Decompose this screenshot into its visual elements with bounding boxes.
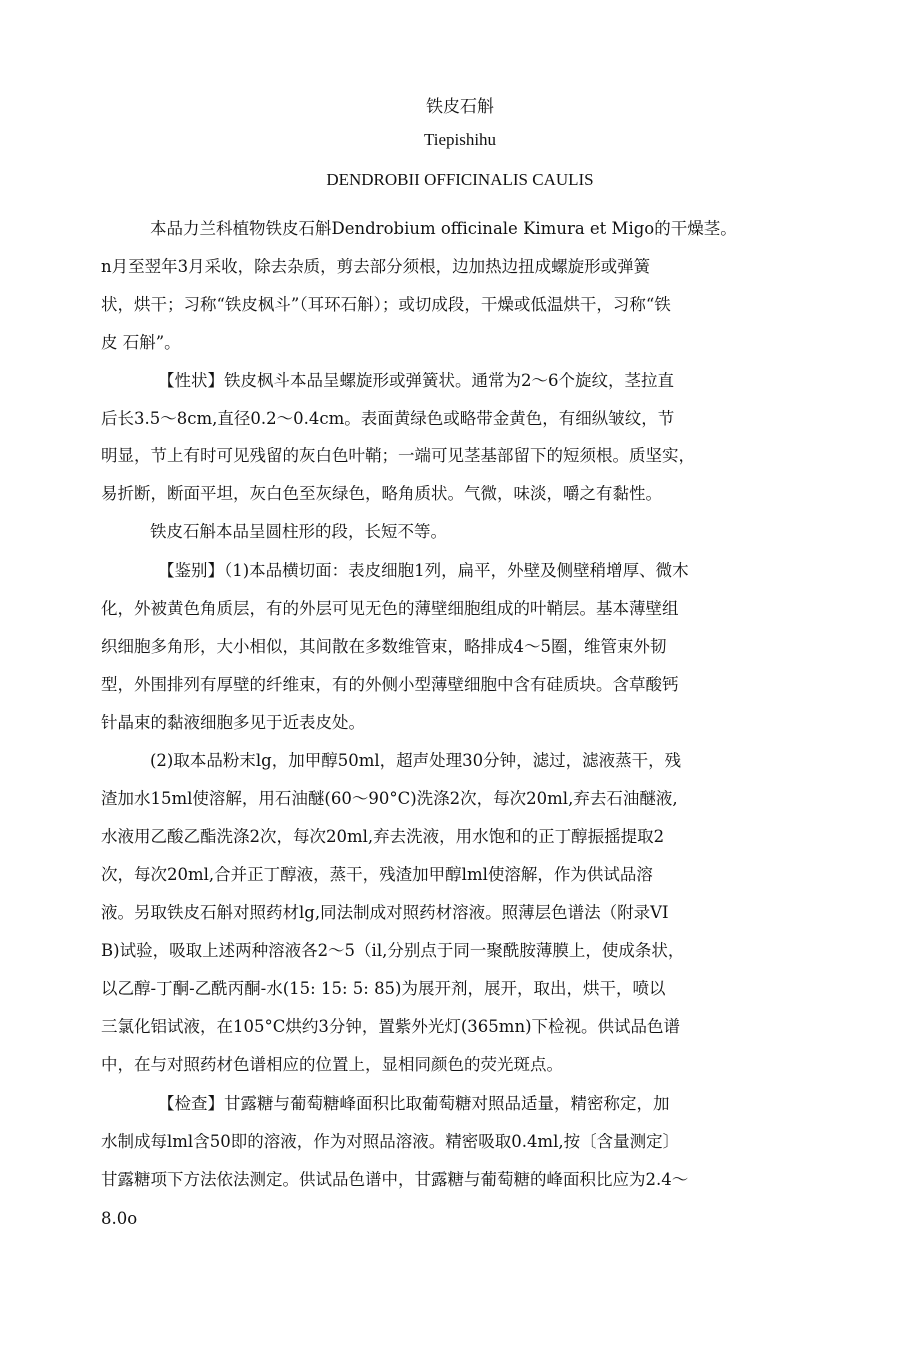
text-line: 化，外被黄色角质层，有的外层可见无色的薄壁细胞组成的叶鞘层。基本薄壁组 <box>101 599 679 618</box>
text-line: n月至翌年3月采收，除去杂质，剪去部分须根，边加热边扭成螺旋形或弹簧 <box>101 257 651 276</box>
text-line: 液。另取铁皮石斛对照药材lg,同法制成对照药材溶液。照薄层色谱法（附录VI <box>101 903 669 922</box>
text-line: 易折断，断面平坦，灰白色至灰绿色，略角质状。气微，味淡，嚼之有黏性。 <box>101 484 662 503</box>
text-line: 以乙醇-丁酮-乙酰丙酮-水(15: 15: 5: 85)为展开剂，展开，取出，烘干，喷以 <box>101 979 666 998</box>
text-line: 【性状】铁皮枫斗本品呈螺旋形或弹簧状。通常为2～6个旋纹，茎拉直 <box>158 371 674 390</box>
text-line: 织细胞多角形，大小相似，其间散在多数维管束，略排成4～5圈，维管束外韧 <box>101 637 667 656</box>
text-line: 三氯化铝试液，在105°C烘约3分钟，置紫外光灯(365mn)下检视。供试品色谱 <box>101 1017 681 1036</box>
text-line: 型，外围排列有厚壁的纤维束，有的外侧小型薄壁细胞中含有硅质块。含草酸钙 <box>101 675 679 694</box>
text-line: 次，每次20ml,合并正丁醇液，蒸干，残渣加甲醇lml使溶解，作为供试品溶 <box>101 865 653 884</box>
title-latin: DENDROBII OFFICINALIS CAULIS <box>326 170 594 189</box>
text-line: 水液用乙酸乙酯洗涤2次，每次20ml,弃去洗液，用水饱和的正丁醇振摇提取2 <box>101 827 665 846</box>
text-line: 渣加水15ml使溶解，用石油醚(60～90°C)洗涤2次，每次20ml,弃去石油醚液, <box>101 789 678 808</box>
text-line: 【鉴别】（1)本品横切面：表皮细胞1列，扁平，外壁及侧壁稍增厚、微木 <box>158 561 689 580</box>
text-line: 针晶束的黏液细胞多见于近表皮处。 <box>101 713 365 732</box>
text-line: 明显，节上有时可见残留的灰白色叶鞘；一端可见茎基部留下的短须根。质坚实， <box>101 446 695 465</box>
text-line: 水制成每lml含50即的溶液，作为对照品溶液。精密吸取0.4ml,按〔含量测定〕 <box>101 1132 680 1151</box>
title-pinyin: Tiepishihu <box>423 130 497 149</box>
text-line: 后长3.5～8cm,直径0.2～0.4cm。表面黄绿色或略带金黄色，有细纵皱纹，节 <box>101 409 675 428</box>
text-line: 皮 石斛”。 <box>101 333 181 352</box>
text-line: B)试验，吸取上述两种溶液各2～5（il,分别点于同一聚酰胺薄膜上，使成条状， <box>101 941 685 960</box>
text-line: 8.0o <box>101 1209 138 1228</box>
text-line: 状，烘干；习称“铁皮枫斗”（耳环石斛）；或切成段，干燥或低温烘干，习称“铁 <box>101 295 671 314</box>
text-line: 【检查】甘露糖与葡萄糖峰面积比取葡萄糖对照品适量，精密称定，加 <box>158 1094 670 1113</box>
text-line: 铁皮石斛本品呈圆柱形的段，长短不等。 <box>150 522 447 541</box>
text-line: 中，在与对照药材色谱相应的位置上，显相同颜色的荧光斑点。 <box>101 1055 563 1074</box>
text-line: 甘露糖项下方法依法测定。供试品色谱中，甘露糖与葡萄糖的峰面积比应为2.4～ <box>101 1170 689 1189</box>
text-line: (2)取本品粉末lg，加甲醇50ml，超声处理30分钟，滤过，滤液蒸干，残 <box>150 751 682 770</box>
title-chinese: 铁皮石斛 <box>426 97 494 117</box>
text-line: 本品力兰科植物铁皮石斛Dendrobium officinale Kimura et Migo的干燥茎。 <box>150 219 737 238</box>
